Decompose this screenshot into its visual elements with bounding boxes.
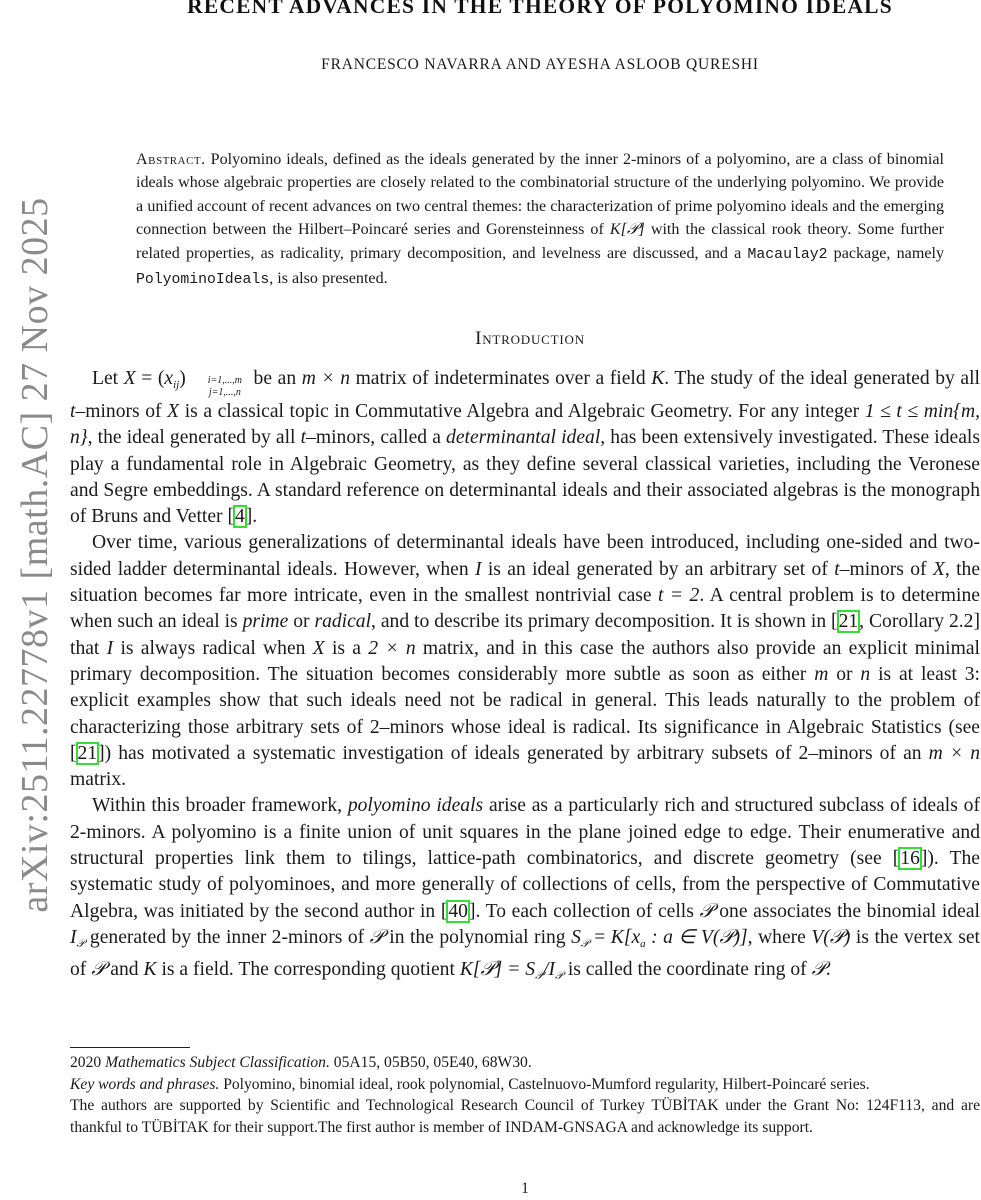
matrix-index-range: i=1,...,m j=1,...,n xyxy=(207,375,242,398)
abstract-label: Abstract. xyxy=(136,151,206,168)
paragraph-3: Within this broader framework, polyomino ideals arise as a particularly rich and structured subclass of ideals of 2-minors. A polyomino is a finite union of unit squares in the plane joined edge to edge. Their enumerative and structural properties link them to tilings, lattice-path combinatorics, and discrete geometry (see [16]). The systematic study of polyominoes, and more generally of collections of cells, from the perspective of Commutative Algebra, was initiated by the second author in [40]. To each collection of cells 𝒫 one associates the binomial ideal $I_𝒫$ generated by the inner 2-minors of 𝒫 in the polynomial ring $S_𝒫 = K[x_a$ : a ∈ V(𝒫)], where V(𝒫) is the vertex set of 𝒫 and K is a field. The corresponding quotient K[𝒫] = $S_𝒫/I_𝒫$ is called the coordinate ring of 𝒫. xyxy=(70,795,981,983)
math: K[𝒫] xyxy=(609,221,645,239)
introduction-body xyxy=(70,366,980,990)
code-macaulay2: Macaulay2 xyxy=(747,246,828,263)
page-number: 1 xyxy=(521,1180,529,1197)
paragraph-1: Let $X = (x_{ij})$ i=1,...,m j=1,...,n be an m × n matrix of indeterminates over a field K. The study of the ideal generated by all t–minors of X is a classical topic in Commutative Algebra and Algebraic Geometry. For any integer 1 ≤ t ≤ min{m, n}, the ideal generated by all t–minors, called a determinantal ideal, has been extensively investigated. These ideals play a fundamental role in Algebraic Geometry, as they define several classical varieties, including the Veronese and Segre embeddings. A standard reference on determinantal ideals and their associated algebras is the monograph of Bruns and Vetter [4]. xyxy=(70,368,981,528)
paper-authors: FRANCESCO NAVARRA AND AYESHA ASLOOB QURESHI xyxy=(321,56,759,73)
citation-link-16[interactable]: 16 xyxy=(900,848,920,870)
citation-link-4[interactable]: 4 xyxy=(234,506,245,528)
footnote-keywords: Key words and phrases. Polyomino, binomial ideal, rook polynomial, Castelnuovo-Mumford regularity, Hilbert-Poincaré series. xyxy=(70,1075,870,1093)
footnotes xyxy=(70,1052,980,1138)
citation-link-21[interactable]: 21 xyxy=(77,742,98,764)
footnote-funding: The authors are supported by Scientific and Technological Research Council of Turkey TÜBİTAK under the Grant No: 124F113, and are thankful to TÜBİTAK for their support.The first author is member of INDAM-GNSAGA and acknowledge its support. xyxy=(70,1097,980,1136)
section-title-introduction: Introduction xyxy=(475,328,585,349)
footnote-msc: 2020 Mathematics Subject Classification. 05A15, 05B50, 05E40, 68W30. xyxy=(70,1054,532,1071)
citation-link-21[interactable]: 21 xyxy=(838,611,859,633)
citation-link-40[interactable]: 40 xyxy=(448,900,468,922)
footnote-divider xyxy=(70,1047,190,1048)
code-package-name: PolyominoIdeals xyxy=(136,272,270,289)
paragraph-2: Over time, various generalizations of determinantal ideals have been introduced, including one-sided and two-sided ladder determinantal ideals. However, when I is an ideal generated by an arbitrary set of t–minors of X, the situation becomes far more intricate, even in the smallest nontrivial case t = 2. A central problem is to determine when such an ideal is prime or radical, and to describe its primary decomposition. It is shown in [21, Corollary 2.2] that I is always radical when X is a 2 × n matrix, and in this case the authors also provide an explicit minimal primary decomposition. The situation becomes considerably more subtle as soon as either m or n is at least 3: explicit examples show that such ideals need not be radical in general. This leads naturally to the problem of characterizing those arbitrary sets of 2–minors whose ideal is radical. Its significance in Algebraic Statistics (see [21]) has motivated a systematic investigation of ideals generated by arbitrary subsets of 2–minors of an m × n matrix. xyxy=(70,532,981,791)
arxiv-identifier-stamp: arXiv:2511.22778v1 [math.AC] 27 Nov 2025 xyxy=(14,197,56,913)
abstract: Abstract. Polyomino ideals, defined as the ideals generated by the inner 2-minors of a polyomino, are a class of binomial ideals whose algebraic properties are closely related to the combinatorial structure of the underlying polyomino. We provide a unified account of recent advances on two central themes: the characterization of prime polyomino ideals and the emerging connection between the Hilbert–Poincaré series and Gorensteinness of K[𝒫] with the classical rook theory. Some further related properties, as radicality, primary decomposition, and levelness are discussed, and a Macaulay2 package, namely PolyominoIdeals, is also presented. xyxy=(136,151,944,289)
paper-title: RECENT ADVANCES IN THE THEORY OF POLYOMINO IDEALS xyxy=(187,0,893,18)
